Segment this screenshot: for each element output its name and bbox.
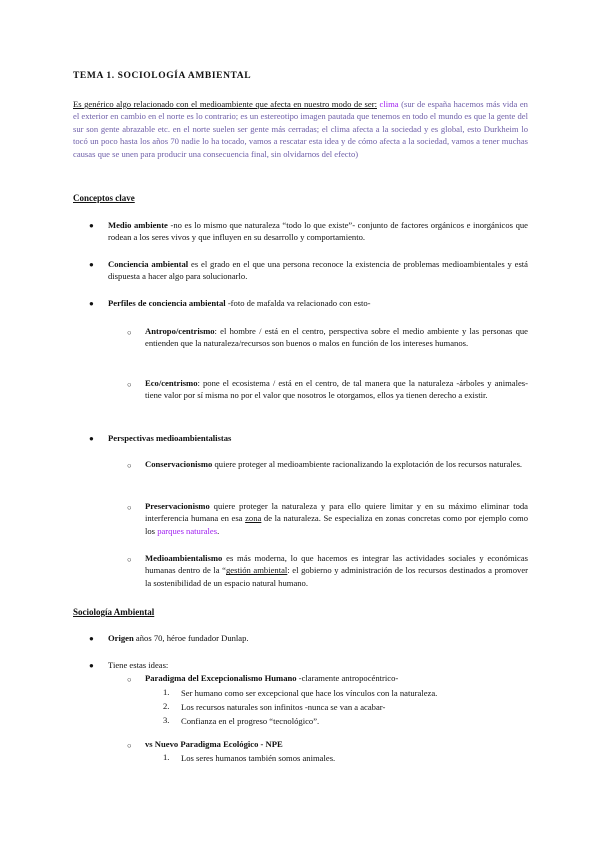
hollow-bullet-icon: ○	[127, 461, 132, 470]
bullet-icon: ●	[89, 661, 94, 670]
text-preservacionismo-b: de la naturaleza. Se especializa en zonas concretas como por ejemplo como los	[145, 513, 528, 536]
text-parques-naturales: parques naturales	[157, 525, 218, 536]
item-medio-ambiente	[108, 219, 528, 244]
text-conservacionismo: quiere proteger al medioambiente racionalizando la explotación de los recursos naturales.	[212, 459, 523, 469]
section-heading-conceptos: Conceptos clave	[73, 193, 135, 203]
document-title: TEMA 1. SOCIOLOGÍA AMBIENTAL	[73, 71, 252, 81]
item-antropocentrismo	[145, 325, 528, 350]
term-paradigma-excepcionalismo: Paradigma del Excepcionalismo Humano	[145, 673, 297, 683]
term-ecocentrismo: Eco/centrismo	[145, 378, 198, 388]
text-preservacionismo-a: quiere proteger la naturaleza y para ello quiere limitar y en su máximo eliminar toda interferencia humana en esa	[145, 501, 528, 524]
item-preservacionismo	[145, 500, 528, 537]
term-nuevo-paradigma: Nuevo Paradigma Ecológico - NPE	[154, 739, 283, 749]
text-ecocentrismo: : pone el ecosistema / está en el centro, de tal manera que la naturaleza -árboles y animales- tiene valor por sí misma no por el valor que nosotros le otorgamos, ellos ya tienen derecho a existir.	[145, 378, 528, 401]
item-medioambientalismo	[145, 552, 528, 589]
hollow-bullet-icon: ○	[127, 675, 132, 684]
bullet-icon: ●	[89, 299, 94, 308]
text-medio-ambiente: -no es lo mismo que naturaleza “todo lo que existe”- conjunto de factores orgánicos e inorgánicos que rodean a los seres vivos y que influyen en su desarrollo y comportamiento.	[108, 220, 528, 243]
text-paradigma-excepcionalismo: -claramente antropocéntrico-	[296, 673, 399, 683]
term-antropocentrismo: Antropo/centrismo	[145, 326, 215, 336]
term-perfiles: Perfiles de conciencia ambiental	[108, 298, 226, 308]
item-conservacionismo	[145, 458, 528, 470]
section-heading-sociologia: Sociología Ambiental	[73, 607, 155, 617]
term-conciencia-ambiental: Conciencia ambiental	[108, 259, 189, 269]
text-zona: zona	[245, 513, 262, 524]
list-item: Los seres humanos también somos animales.	[181, 753, 336, 763]
term-conservacionismo: Conservacionismo	[145, 459, 213, 469]
text-gestion-ambiental: gestión ambiental	[226, 565, 288, 576]
text-vs: vs	[145, 739, 155, 749]
list-item: Confianza en el progreso “tecnológico”.	[181, 716, 320, 726]
item-ideas: Tiene estas ideas:	[108, 660, 169, 670]
term-origen: Origen	[108, 633, 134, 643]
item-paradigma-excepcionalismo	[145, 672, 528, 684]
item-nuevo-paradigma	[145, 738, 528, 750]
term-medio-ambiente: Medio ambiente	[108, 220, 168, 230]
item-conciencia-ambiental	[108, 258, 528, 283]
text-preservacionismo-c: .	[217, 525, 220, 536]
list-number: 3.	[163, 715, 170, 725]
list-item: Los recursos naturales son infinitos -nunca se van a acabar-	[181, 702, 386, 712]
list-number: 1.	[163, 687, 170, 697]
item-ecocentrismo	[145, 377, 528, 402]
text-antropocentrismo: : el hombre / está en el centro, perspectiva sobre el medio ambiente y las personas que entienden que la naturaleza/recursos son buenos o malos en función de los intereses humanos.	[145, 326, 528, 349]
bullet-icon: ●	[89, 260, 94, 269]
item-origen	[108, 632, 528, 644]
text-origen: años 70, héroe fundador Dunlap.	[133, 633, 249, 643]
bullet-icon: ●	[89, 634, 94, 643]
intro-underlined: Es genérico algo relacionado con el medioambiente que afecta en nuestro modo de ser:	[73, 99, 377, 109]
text-perfiles: -foto de mafalda va relacionado con esto-	[225, 298, 371, 308]
hollow-bullet-icon: ○	[127, 555, 132, 564]
term-medioambientalismo: Medioambientalismo	[145, 553, 223, 563]
item-perfiles	[108, 297, 528, 309]
hollow-bullet-icon: ○	[127, 380, 132, 389]
intro-rest: (sur de españa hacemos más vida en el exterior en cambio en el norte es lo contrario; es un estereotipo imagen pautada que tenemos en todo el mundo es que la gente del sur son gente abrazable etc. en el norte suelen ser gente más cerradas; el clima afecta a la sociedad y es global, esto Durkheim lo tocó un poco hasta los años 70 nadie lo ha tocado, vamos a rescatar esta idea y de cómo afecta a la sociedad, vamos a tener muchas causas que se unen para producir una consecuencia final, sin olvidarnos del efecto)	[73, 99, 528, 159]
hollow-bullet-icon: ○	[127, 503, 132, 512]
intro-keyword: clima	[379, 99, 399, 109]
hollow-bullet-icon: ○	[127, 328, 132, 337]
list-number: 2.	[163, 701, 170, 711]
text-conciencia-ambiental: es el grado en el que una persona reconoce la existencia de problemas medioambientales y está dispuesta a hacer algo para solucionarlo.	[108, 259, 528, 282]
text-medioambientalismo-b: : el gobierno y administración de los recursos destinados a promover la sostenibilidad de un espacio natural humano.	[145, 565, 528, 588]
term-preservacionismo: Preservacionismo	[145, 501, 210, 511]
list-item: Ser humano como ser excepcional que hace los vínculos con la naturaleza.	[181, 688, 438, 698]
item-perspectivas: Perspectivas medioambientalistas	[108, 433, 232, 443]
text-medioambientalismo-a: es más moderna, lo que hacemos es integrar las actividades sociales y económicas humanas dentro de la “	[145, 553, 528, 576]
bullet-icon: ●	[89, 434, 94, 443]
bullet-icon: ●	[89, 221, 94, 230]
intro-paragraph	[73, 98, 528, 160]
list-number: 1.	[163, 752, 170, 762]
hollow-bullet-icon: ○	[127, 741, 132, 750]
